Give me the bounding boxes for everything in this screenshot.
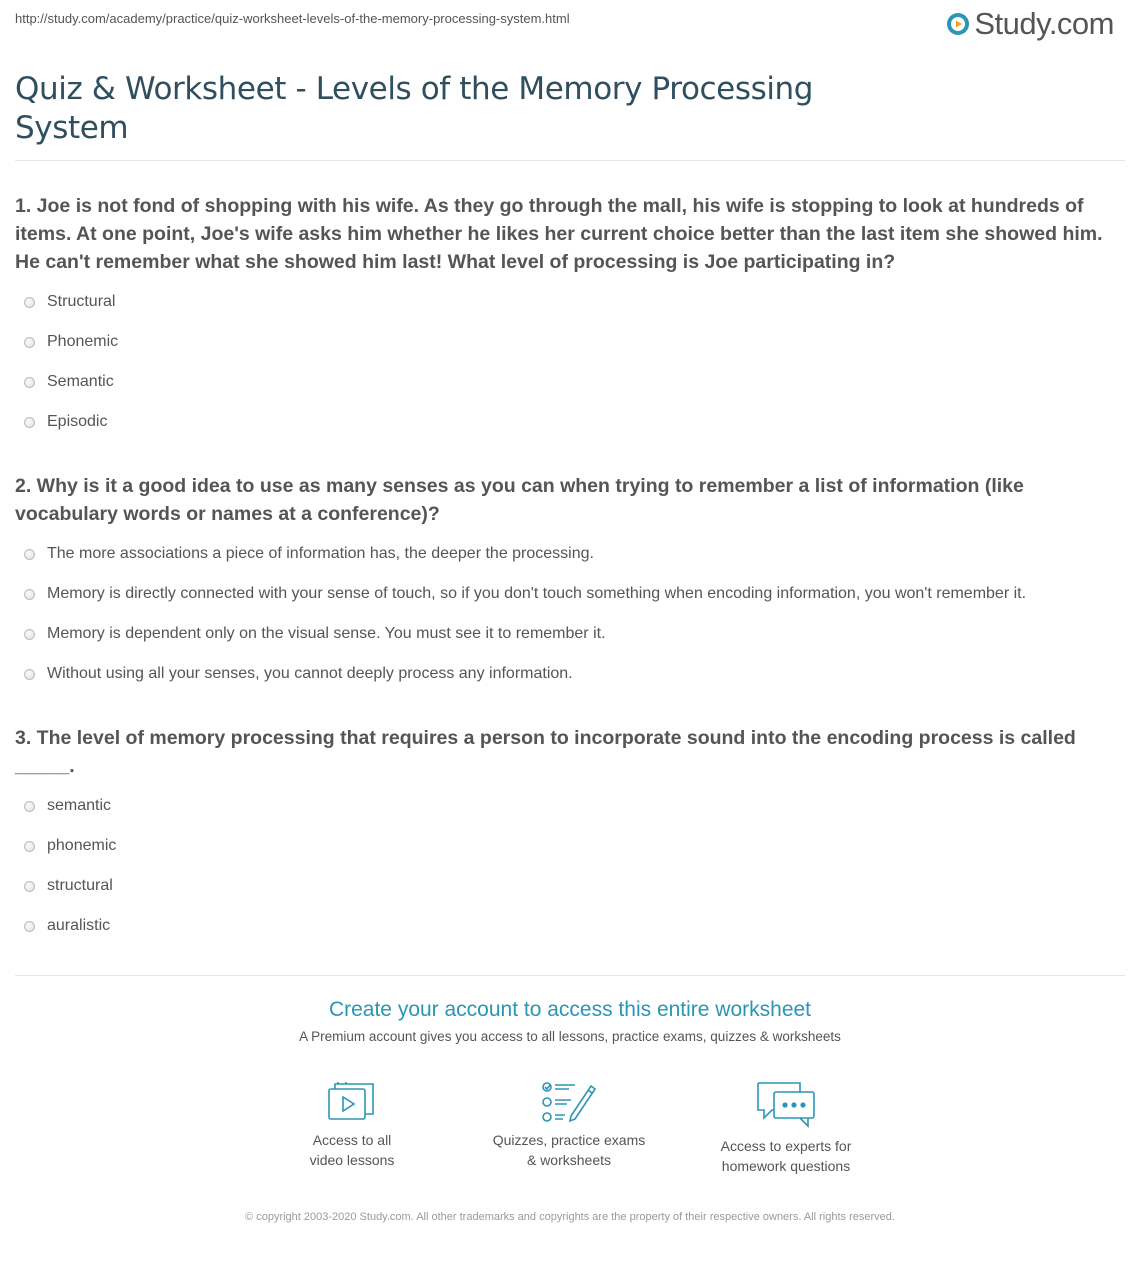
option-label: phonemic bbox=[47, 837, 117, 854]
feature-label-line1: Quizzes, practice exams bbox=[492, 1132, 646, 1148]
option-label: semantic bbox=[47, 797, 112, 814]
radio-button[interactable] bbox=[24, 881, 35, 892]
chat-bubbles-icon bbox=[754, 1080, 818, 1130]
title-divider bbox=[15, 160, 1125, 161]
copyright-text: © copyright 2003-2020 Study.com. All other trademarks and copyrights are the property of their respective owners. All rights reserved. bbox=[245, 1211, 895, 1223]
radio-button[interactable] bbox=[24, 337, 35, 348]
video-lesson-icon bbox=[326, 1080, 378, 1124]
radio-button[interactable] bbox=[24, 921, 35, 932]
logo-text: Study.com bbox=[974, 6, 1114, 41]
option-label: structural bbox=[47, 877, 113, 894]
feature-label-line2: video lessons bbox=[309, 1152, 395, 1168]
radio-button[interactable] bbox=[24, 669, 35, 680]
radio-button[interactable] bbox=[24, 629, 35, 640]
create-account-link[interactable]: Create your account to access this entire worksheet bbox=[328, 998, 812, 1021]
feature-experts bbox=[686, 1080, 886, 1176]
radio-button[interactable] bbox=[24, 297, 35, 308]
answer-option[interactable] bbox=[24, 917, 110, 935]
answer-option[interactable] bbox=[24, 413, 107, 431]
cta-subtitle: A Premium account gives you access to all lessons, practice exams, quizzes & worksheets bbox=[299, 1029, 841, 1044]
answer-option[interactable] bbox=[24, 797, 111, 815]
radio-button[interactable] bbox=[24, 417, 35, 428]
answer-option[interactable] bbox=[24, 545, 594, 563]
answer-option[interactable] bbox=[24, 293, 115, 311]
option-label: Without using all your senses, you cannot deeply process any information. bbox=[47, 665, 573, 682]
answer-option[interactable] bbox=[24, 877, 113, 895]
answer-option[interactable] bbox=[24, 837, 116, 855]
answer-option[interactable] bbox=[24, 373, 114, 391]
cta-divider bbox=[15, 975, 1125, 976]
answer-option[interactable] bbox=[24, 665, 573, 683]
feature-label-line1: Access to all bbox=[312, 1132, 392, 1148]
answer-option[interactable] bbox=[24, 625, 606, 643]
answer-option[interactable] bbox=[24, 585, 1026, 603]
option-label: Structural bbox=[47, 293, 116, 310]
option-label: Phonemic bbox=[47, 333, 119, 350]
question-3: 3. The level of memory processing that requires a person to incorporate sound into the encoding process is called _____. bbox=[15, 727, 1076, 777]
option-label: Memory is directly connected with your sense of touch, so if you don't touch something when encoding information, you won't remember it. bbox=[47, 585, 1027, 602]
answer-option[interactable] bbox=[24, 333, 118, 351]
question-2: 2. Why is it a good idea to use as many senses as you can when trying to remember a list of information (like vocabulary words or names at a conference)? bbox=[15, 475, 1024, 525]
quiz-checklist-icon bbox=[541, 1080, 597, 1124]
option-label: Semantic bbox=[47, 373, 114, 390]
feature-label-line1: Access to experts for bbox=[720, 1138, 852, 1154]
page-url: http://study.com/academy/practice/quiz-worksheet-levels-of-the-memory-processing-system.html bbox=[15, 11, 570, 26]
radio-button[interactable] bbox=[24, 841, 35, 852]
copyright-footer bbox=[0, 1209, 1140, 1226]
option-label: Episodic bbox=[47, 413, 108, 430]
study-logo[interactable] bbox=[946, 6, 1114, 42]
page-title: Quiz & Worksheet - Levels of the Memory Processing System bbox=[15, 71, 814, 146]
feature-video-lessons bbox=[252, 1080, 452, 1170]
feature-label-line2: & worksheets bbox=[526, 1152, 612, 1168]
option-label: The more associations a piece of information has, the deeper the processing. bbox=[47, 545, 594, 562]
feature-quizzes bbox=[469, 1080, 669, 1170]
radio-button[interactable] bbox=[24, 801, 35, 812]
radio-button[interactable] bbox=[24, 549, 35, 560]
option-label: auralistic bbox=[47, 917, 111, 934]
play-circle-logo-icon bbox=[946, 12, 970, 36]
radio-button[interactable] bbox=[24, 377, 35, 388]
question-1: 1. Joe is not fond of shopping with his wife. As they go through the mall, his wife is stopping to look at hundreds of items. At one point, Joe's wife asks him whether he likes her current choice better than the last item she showed him. He can't remember what she showed him last! What level of processing is Joe participating in? bbox=[15, 195, 1103, 273]
option-label: Memory is dependent only on the visual sense. You must see it to remember it. bbox=[47, 625, 606, 642]
radio-button[interactable] bbox=[24, 589, 35, 600]
feature-label-line2: homework questions bbox=[721, 1158, 851, 1174]
